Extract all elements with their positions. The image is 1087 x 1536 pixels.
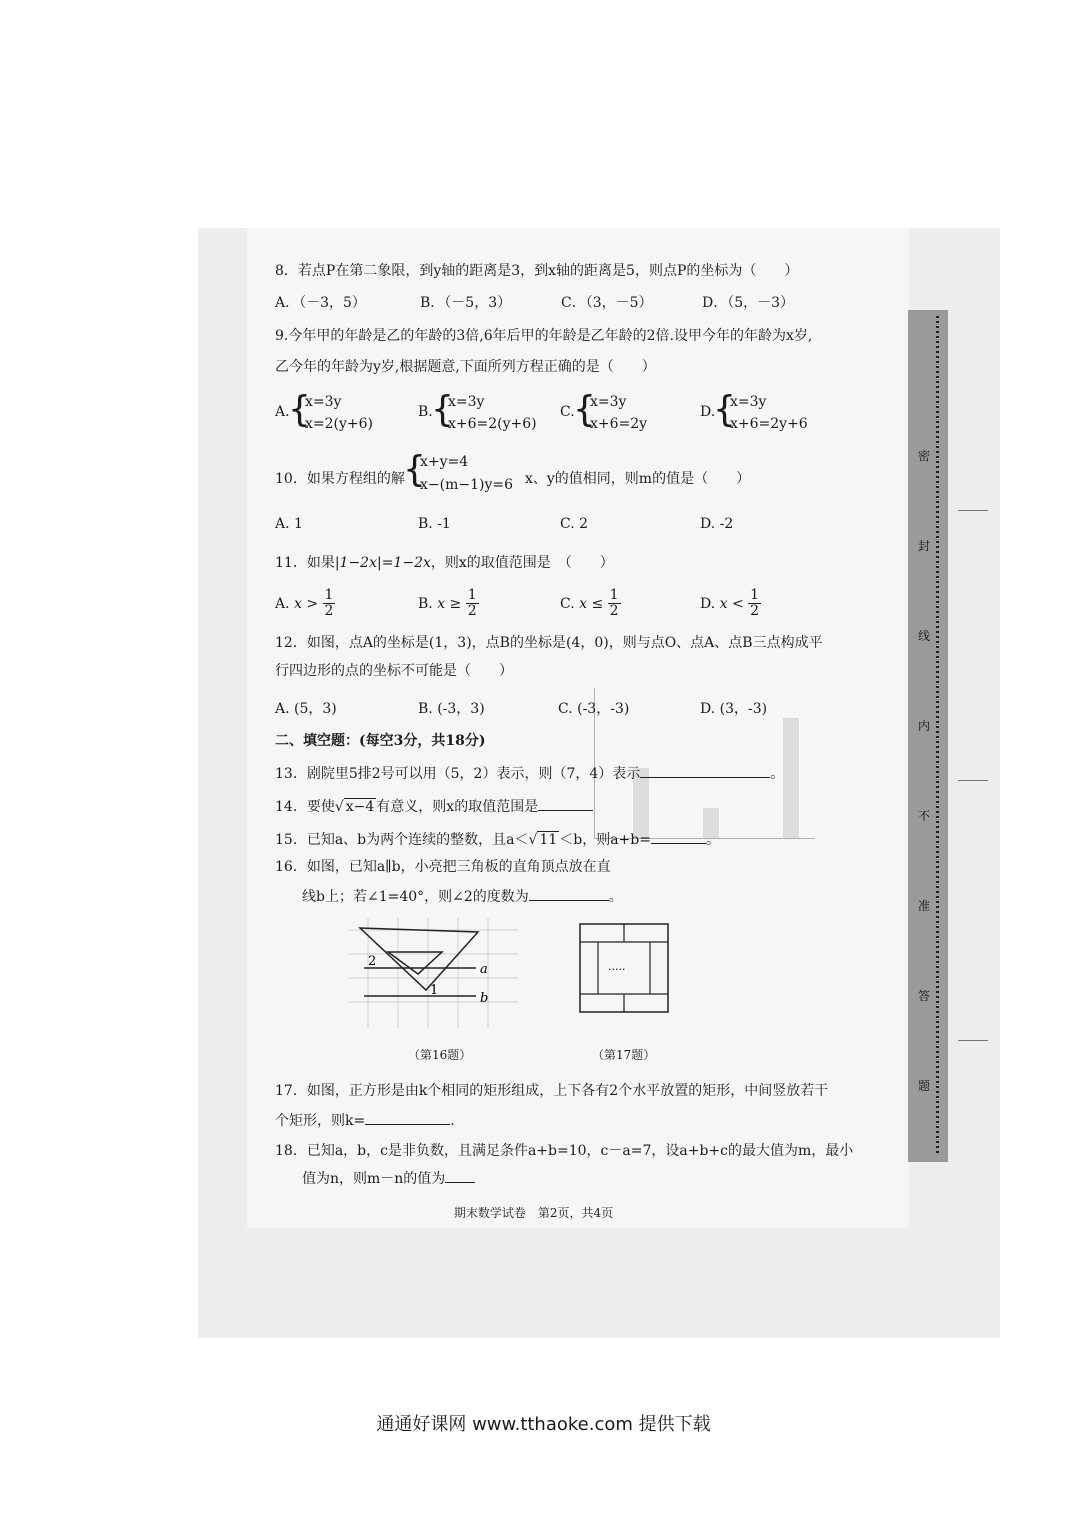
dots: .....: [608, 960, 626, 973]
perforation-line: [936, 316, 939, 1154]
q11-option-d: D. x < $\frac{1}{2}$: [700, 587, 760, 620]
brace-icon: {: [403, 449, 426, 490]
q9-a-eq2: x=2(y+6): [305, 416, 374, 432]
fraction: $\frac{1}{2}$: [609, 587, 619, 620]
q11-stem: [275, 552, 614, 572]
q10-stem-a: 10．如果方程组的解: [275, 471, 405, 487]
page-footer: 期末数学试卷 第2页，共4页: [453, 1206, 614, 1220]
q12-stem-line2: 行四边形的点的坐标不可能是（ ）: [275, 663, 513, 679]
sidebar-rule: [958, 780, 988, 781]
q17-line1: 17．如图，正方形是由k个相同的矩形组成，上下各有2个水平放置的矩形，中间竖放若干: [275, 1083, 829, 1099]
sidebar-char: 答: [918, 989, 931, 1003]
q11-abs: |1−2x|=1−2x: [334, 555, 431, 571]
sidebar-char: 不: [918, 809, 931, 823]
q11-option-b: B. x ≥ $\frac{1}{2}$: [418, 587, 477, 620]
fraction: $\frac{1}{2}$: [750, 587, 760, 620]
binding-strip: [908, 310, 948, 1162]
q8-option-a: A．（－3，5）: [275, 295, 366, 311]
q9-d-eq2: x+6=2y+6: [730, 416, 808, 432]
q8-option-c: C．（3，－5）: [561, 295, 653, 311]
q11-option-c: C. x ≤ $\frac{1}{2}$: [560, 587, 619, 620]
figure-17: [578, 922, 670, 1014]
q14: 14．要使√ x−4 有意义，则x的取值范围是: [275, 796, 593, 816]
q10-eq1: x+y=4: [420, 454, 469, 470]
q9-option-a-label: A.: [275, 404, 290, 420]
q9-c-eq2: x+6=2y: [590, 416, 648, 432]
answer-blank[interactable]: [445, 1168, 475, 1183]
q12-option-d: D. (3，-3): [700, 701, 768, 717]
brace-icon: {: [288, 389, 311, 430]
section-heading: 二、填空题：(每空3分，共18分): [275, 733, 486, 749]
q8-option-d: D．（5，－3）: [702, 295, 795, 311]
q8-stem: 8．若点P在第二象限，到y轴的距离是3，到x轴的距离是5，则点P的坐标为（ ）: [275, 263, 799, 279]
q11-stem-b: ，则x的取值范围是 （ ）: [430, 555, 614, 571]
q9-option-d-label: D.: [700, 404, 716, 420]
q9-d-eq1: x=3y: [730, 394, 767, 410]
answer-blank[interactable]: [538, 796, 593, 811]
figure-17-caption: （第17题）: [592, 1048, 656, 1062]
q10-option-b: B. -1: [418, 516, 451, 532]
q10-stem-b: x、y的值相同，则m的值是（ ）: [525, 471, 751, 487]
sidebar-char: 封: [918, 539, 931, 553]
q10-option-d: D. -2: [700, 516, 734, 532]
set-square-outer: [360, 928, 478, 990]
angle-1-label: 1: [430, 983, 439, 998]
fraction: $\frac{1}{2}$: [467, 587, 477, 620]
sidebar-char: 密: [918, 449, 931, 463]
sqrt-icon: √: [334, 799, 344, 815]
label-b: b: [480, 991, 489, 1006]
q12-option-b: B. (-3，3): [418, 701, 485, 717]
q18-line2: 值为n，则m－n的值为: [302, 1168, 475, 1188]
q11-option-a: A. x > $\frac{1}{2}$: [275, 587, 334, 620]
q8-option-b: B．（－5，3）: [420, 295, 512, 311]
q10-eq2: x−(m−1)y=6: [420, 477, 514, 493]
q12-option-a: A. (5，3): [275, 701, 337, 717]
q11-stem-a: 11．如果: [275, 555, 335, 571]
sidebar-rule: [958, 510, 988, 511]
q15: 15．已知a、b为两个连续的整数，且a＜√ 11 ＜b，则a+b= 。: [275, 829, 720, 849]
q10-option-c: C. 2: [560, 516, 589, 532]
figure-16: [348, 918, 518, 1028]
sqrt-icon: √: [528, 832, 538, 848]
q12-option-c: C. (-3，-3): [558, 701, 630, 717]
angle-2-label: 2: [368, 954, 377, 969]
label-a: a: [480, 962, 488, 977]
sidebar-char: 内: [918, 719, 931, 733]
q9-b-eq1: x=3y: [448, 394, 485, 410]
answer-blank[interactable]: [651, 829, 706, 844]
download-credit: 通通好课网 www.tthaoke.com 提供下载: [376, 1414, 711, 1435]
sidebar-char: 准: [918, 899, 931, 913]
answer-blank[interactable]: [640, 763, 770, 778]
answer-blank[interactable]: [365, 1110, 450, 1125]
q16-line2: 线b上；若∠1=40°，则∠2的度数为 。: [302, 886, 623, 906]
q18-line1: 18．已知a，b，c是非负数，且满足条件a+b=10，c－a=7，设a+b+c的最大值为m，最小: [275, 1143, 854, 1159]
brace-icon: {: [431, 389, 454, 430]
sidebar-rule: [958, 1040, 988, 1041]
q9-c-eq1: x=3y: [590, 394, 627, 410]
q10-option-a: A. 1: [275, 516, 303, 532]
q9-option-b-label: B.: [418, 404, 433, 420]
set-square-inner: [388, 952, 442, 974]
q16-line1: 16．如图，已知a∥b，小亮把三角板的直角顶点放在直: [275, 859, 611, 875]
q9-option-c-label: C.: [560, 404, 575, 420]
q17-line2: 个矩形，则k= .: [275, 1110, 455, 1130]
q9-a-eq1: x=3y: [305, 394, 342, 410]
q9-stem-line1: 9.今年甲的年龄是乙的年龄的3倍,6年后甲的年龄是乙年龄的2倍.设甲今年的年龄为x岁,: [275, 328, 813, 344]
q9-b-eq2: x+6=2(y+6): [448, 416, 537, 432]
brace-icon: {: [713, 389, 736, 430]
answer-blank[interactable]: [529, 886, 609, 901]
sidebar-char: 线: [918, 629, 931, 643]
figure-16-caption: （第16题）: [408, 1048, 472, 1062]
q12-stem-line1: 12．如图，点A的坐标是(1，3)，点B的坐标是(4，0)，则与点O、点A、点B三点构成平: [275, 635, 823, 651]
sidebar-char: 题: [918, 1079, 931, 1093]
q13: 13．剧院里5排2号可以用（5，2）表示，则（7，4）表示 。: [275, 763, 784, 783]
q9-stem-line2: 乙今年的年龄为y岁,根据题意,下面所列方程正确的是（ ）: [275, 359, 656, 375]
brace-icon: {: [573, 389, 596, 430]
fraction: $\frac{1}{2}$: [324, 587, 334, 620]
